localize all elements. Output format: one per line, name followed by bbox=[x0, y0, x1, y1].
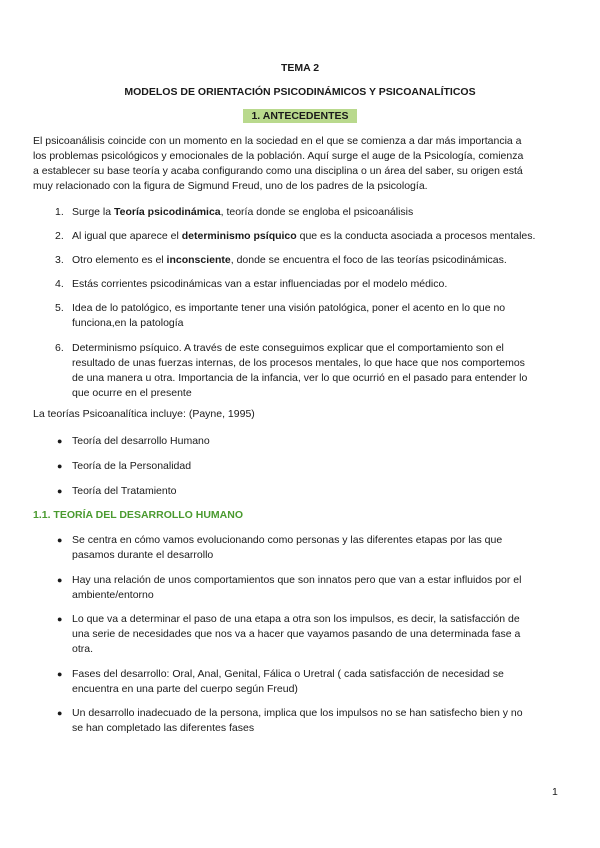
tema-heading: TEMA 2 bbox=[280, 62, 320, 74]
text-run: Al igual que aparece el bbox=[72, 230, 182, 242]
intro-line: los problemas psicológicos y emocionales de la población. Aquí surge el auge de la Psicología, comienza bbox=[33, 150, 524, 162]
text-run: que es la conducta asociada a procesos mentales. bbox=[296, 230, 536, 242]
bullet-line: Se centra en cómo vamos evolucionando como personas y las diferentes etapas por las que bbox=[72, 534, 503, 546]
item-number: 4. bbox=[55, 278, 64, 290]
bullet-icon: ● bbox=[57, 436, 63, 446]
intro-line: muy relacionado con la figura de Sigmund Freud, uno de los padres de la psicología. bbox=[33, 180, 428, 192]
item-text bbox=[72, 205, 565, 220]
item-line: de una manera u otra. Importancia de la infancia, ver lo que ocurrió en el pasado para entender lo bbox=[72, 372, 528, 384]
bold-term: determinismo psíquico bbox=[181, 230, 297, 242]
bullet-line: encuentra en una parte del cuerpo según Freud) bbox=[72, 683, 298, 695]
bullet-line: pasamos durante el desarrollo bbox=[72, 549, 214, 561]
item-line: resultado de unas fuerzas internas, de los procesos mentales, lo que hace que nos comportemos bbox=[72, 357, 525, 369]
bullet-text: Teoría del desarrollo Humano bbox=[72, 435, 210, 447]
item-number: 2. bbox=[55, 230, 64, 242]
section-heading-desarrollo: 1.1. TEORÍA DEL DESARROLLO HUMANO bbox=[33, 509, 244, 521]
item-number: 6. bbox=[55, 342, 64, 354]
text-run: , donde se encuentra el foco de las teorías psicodinámicas. bbox=[230, 254, 507, 266]
payne-paragraph: La teorías Psicoanalítica incluye: (Payne, 1995) bbox=[33, 408, 255, 420]
bold-term: Teoría psicodinámica bbox=[114, 206, 221, 218]
intro-paragraph bbox=[33, 134, 564, 194]
bullet-text: Teoría del Tratamiento bbox=[72, 485, 177, 497]
bullet-line: Fases del desarrollo: Oral, Anal, Genital, Fálica o Uretral ( cada satisfacción de necesidad se bbox=[72, 668, 504, 680]
bullet-icon: ● bbox=[57, 575, 63, 585]
bullet-icon: ● bbox=[57, 486, 63, 496]
bold-term: inconsciente bbox=[166, 254, 231, 266]
bullet-text bbox=[72, 706, 565, 736]
bullet-text bbox=[72, 667, 565, 697]
bullet-line: se han completado las diferentes fases bbox=[72, 722, 255, 734]
item-line: funciona,en la patología bbox=[72, 317, 184, 329]
item-text: Estás corrientes psicodinámicas van a estar influenciadas por el modelo médico. bbox=[72, 278, 448, 290]
section-heading-label: 1. ANTECEDENTES bbox=[243, 109, 356, 123]
item-line: que ocurre en el presente bbox=[72, 387, 192, 399]
page-number: 1 bbox=[552, 786, 558, 798]
bullet-text bbox=[72, 573, 565, 603]
bullet-icon: ● bbox=[57, 535, 63, 545]
bullet-line: una serie de necesidades que nos va a hacer que vayamos pasando de una determinada fase a bbox=[72, 628, 521, 640]
item-text bbox=[72, 301, 565, 331]
item-text bbox=[72, 341, 565, 401]
bullet-icon: ● bbox=[57, 461, 63, 471]
item-text bbox=[72, 229, 565, 244]
bullet-text bbox=[72, 612, 565, 657]
bullet-line: Un desarrollo inadecuado de la persona, implica que los impulsos no se han satisfecho bien y no bbox=[72, 707, 523, 719]
bullet-line: otra. bbox=[72, 643, 94, 655]
text-run: , teoría donde se engloba el psicoanálisis bbox=[220, 206, 414, 218]
bullet-icon: ● bbox=[57, 669, 63, 679]
item-number: 3. bbox=[55, 254, 64, 266]
bullet-text bbox=[72, 533, 565, 563]
bullet-line: ambiente/entorno bbox=[72, 589, 154, 601]
bullet-icon: ● bbox=[57, 708, 63, 718]
item-number: 5. bbox=[55, 302, 64, 314]
bullet-line: Hay una relación de unos comportamientos que son innatos pero que van a estar influidos por el bbox=[72, 574, 522, 586]
intro-line: a establecer su base teoría y acaba configurando como una disciplina o un área del saber, su origen está bbox=[33, 165, 523, 177]
section-heading-antecedentes bbox=[0, 110, 600, 122]
text-run: Surge la bbox=[72, 206, 115, 218]
intro-line: El psicoanálisis coincide con un momento en la sociedad en el que se comienza a dar más importancia a bbox=[33, 135, 522, 147]
document-title: MODELOS DE ORIENTACIÓN PSICODINÁMICOS Y PSICOANALÍTICOS bbox=[124, 86, 476, 98]
item-line: Determinismo psíquico. A través de este conseguimos explicar que el comportamiento son el bbox=[72, 342, 504, 354]
item-text bbox=[72, 253, 565, 268]
bullet-line: Lo que va a determinar el paso de una etapa a otra son los impulsos, es decir, la satisfacción de bbox=[72, 613, 520, 625]
text-run: Otro elemento es el bbox=[72, 254, 167, 266]
bullet-icon: ● bbox=[57, 614, 63, 624]
item-number: 1. bbox=[55, 206, 64, 218]
item-line: Idea de lo patológico, es importante tener una visión patológica, poner el acento en lo que no bbox=[72, 302, 506, 314]
bullet-text: Teoría de la Personalidad bbox=[72, 460, 192, 472]
